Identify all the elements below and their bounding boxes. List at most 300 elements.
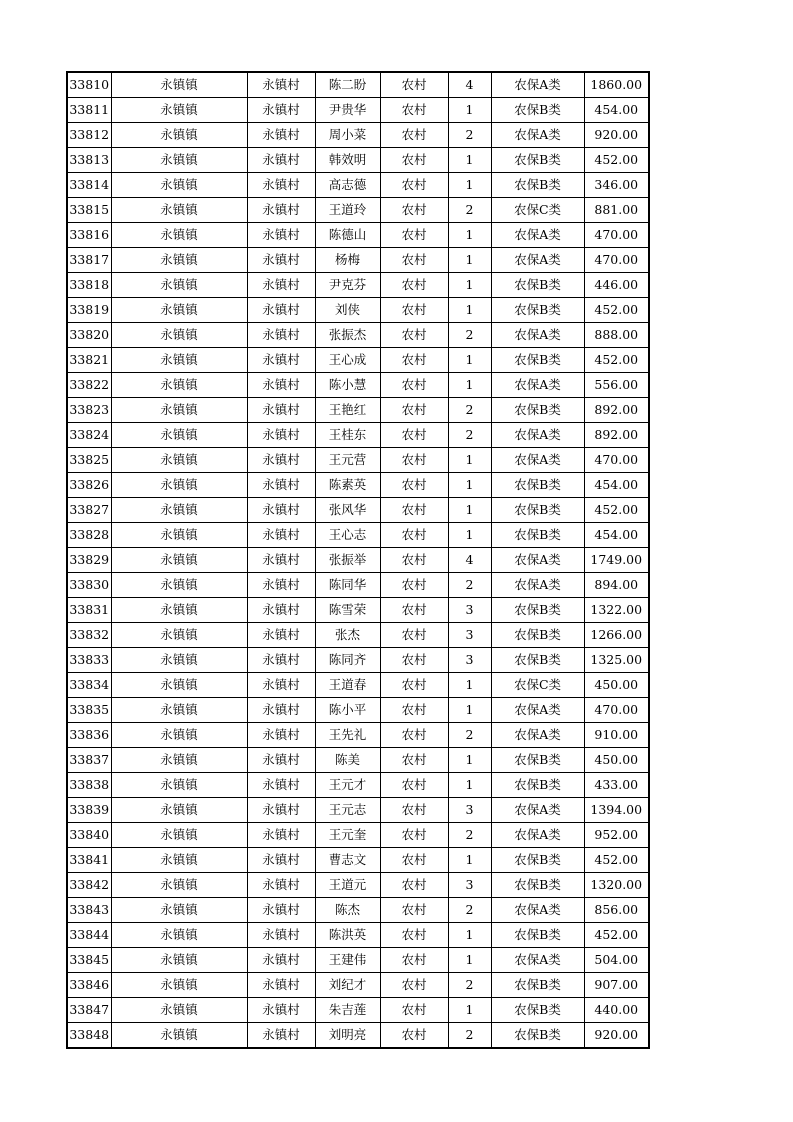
household-type-cell: 农村 <box>380 498 448 523</box>
household-type-cell: 农村 <box>380 873 448 898</box>
household-type-cell: 农村 <box>380 698 448 723</box>
insurance-category-cell: 农保B类 <box>491 523 584 548</box>
table-row <box>67 648 649 673</box>
member-count-cell: 2 <box>448 198 491 223</box>
amount-cell: 1266.00 <box>584 623 649 648</box>
insurance-category-cell: 农保A类 <box>491 323 584 348</box>
village-cell: 永镇村 <box>247 998 315 1023</box>
person-name-cell: 刘侠 <box>315 298 380 323</box>
village-cell: 永镇村 <box>247 373 315 398</box>
insurance-category-cell: 农保B类 <box>491 848 584 873</box>
insurance-category-cell: 农保B类 <box>491 473 584 498</box>
town-cell: 永镇镇 <box>111 773 247 798</box>
village-cell: 永镇村 <box>247 548 315 573</box>
town-cell: 永镇镇 <box>111 223 247 248</box>
household-type-cell: 农村 <box>380 798 448 823</box>
table-row <box>67 973 649 998</box>
amount-cell: 470.00 <box>584 223 649 248</box>
member-count-cell: 2 <box>448 423 491 448</box>
person-name-cell: 王建伟 <box>315 948 380 973</box>
record-id-cell: 33847 <box>67 998 111 1023</box>
town-cell: 永镇镇 <box>111 248 247 273</box>
table-row <box>67 598 649 623</box>
person-name-cell: 王艳红 <box>315 398 380 423</box>
town-cell: 永镇镇 <box>111 798 247 823</box>
member-count-cell: 2 <box>448 398 491 423</box>
record-id-cell: 33830 <box>67 573 111 598</box>
village-cell: 永镇村 <box>247 273 315 298</box>
town-cell: 永镇镇 <box>111 548 247 573</box>
household-type-cell: 农村 <box>380 173 448 198</box>
village-cell: 永镇村 <box>247 473 315 498</box>
town-cell: 永镇镇 <box>111 973 247 998</box>
town-cell: 永镇镇 <box>111 148 247 173</box>
record-id-cell: 33821 <box>67 348 111 373</box>
amount-cell: 1320.00 <box>584 873 649 898</box>
amount-cell: 856.00 <box>584 898 649 923</box>
amount-cell: 952.00 <box>584 823 649 848</box>
household-type-cell: 农村 <box>380 1023 448 1049</box>
table-row <box>67 473 649 498</box>
village-cell: 永镇村 <box>247 923 315 948</box>
table-row <box>67 223 649 248</box>
member-count-cell: 4 <box>448 548 491 573</box>
member-count-cell: 1 <box>448 948 491 973</box>
member-count-cell: 1 <box>448 448 491 473</box>
household-type-cell: 农村 <box>380 998 448 1023</box>
table-row <box>67 623 649 648</box>
household-type-cell: 农村 <box>380 473 448 498</box>
village-cell: 永镇村 <box>247 898 315 923</box>
town-cell: 永镇镇 <box>111 348 247 373</box>
household-type-cell: 农村 <box>380 973 448 998</box>
member-count-cell: 1 <box>448 748 491 773</box>
household-type-cell: 农村 <box>380 98 448 123</box>
amount-cell: 1325.00 <box>584 648 649 673</box>
town-cell: 永镇镇 <box>111 173 247 198</box>
town-cell: 永镇镇 <box>111 673 247 698</box>
insurance-category-cell: 农保B类 <box>491 1023 584 1049</box>
member-count-cell: 4 <box>448 72 491 98</box>
amount-cell: 346.00 <box>584 173 649 198</box>
person-name-cell: 王元奎 <box>315 823 380 848</box>
record-id-cell: 33822 <box>67 373 111 398</box>
town-cell: 永镇镇 <box>111 298 247 323</box>
household-type-cell: 农村 <box>380 298 448 323</box>
amount-cell: 452.00 <box>584 498 649 523</box>
amount-cell: 888.00 <box>584 323 649 348</box>
member-count-cell: 1 <box>448 923 491 948</box>
village-cell: 永镇村 <box>247 148 315 173</box>
table-row <box>67 873 649 898</box>
record-id-cell: 33832 <box>67 623 111 648</box>
insurance-category-cell: 农保A类 <box>491 248 584 273</box>
table-row <box>67 373 649 398</box>
record-id-cell: 33813 <box>67 148 111 173</box>
amount-cell: 1394.00 <box>584 798 649 823</box>
household-type-cell: 农村 <box>380 948 448 973</box>
person-name-cell: 王元志 <box>315 798 380 823</box>
village-cell: 永镇村 <box>247 873 315 898</box>
person-name-cell: 张振举 <box>315 548 380 573</box>
amount-cell: 1749.00 <box>584 548 649 573</box>
member-count-cell: 2 <box>448 973 491 998</box>
table-row <box>67 948 649 973</box>
village-cell: 永镇村 <box>247 948 315 973</box>
amount-cell: 452.00 <box>584 848 649 873</box>
amount-cell: 504.00 <box>584 948 649 973</box>
member-count-cell: 3 <box>448 873 491 898</box>
town-cell: 永镇镇 <box>111 498 247 523</box>
record-id-cell: 33816 <box>67 223 111 248</box>
person-name-cell: 王元才 <box>315 773 380 798</box>
insurance-category-cell: 农保B类 <box>491 748 584 773</box>
amount-cell: 892.00 <box>584 423 649 448</box>
table-row <box>67 173 649 198</box>
table-row <box>67 273 649 298</box>
household-type-cell: 农村 <box>380 323 448 348</box>
record-id-cell: 33837 <box>67 748 111 773</box>
insurance-category-cell: 农保B类 <box>491 873 584 898</box>
village-cell: 永镇村 <box>247 698 315 723</box>
record-id-cell: 33814 <box>67 173 111 198</box>
amount-cell: 452.00 <box>584 298 649 323</box>
insurance-category-cell: 农保B类 <box>491 923 584 948</box>
member-count-cell: 1 <box>448 223 491 248</box>
amount-cell: 1860.00 <box>584 72 649 98</box>
amount-cell: 450.00 <box>584 748 649 773</box>
town-cell: 永镇镇 <box>111 623 247 648</box>
village-cell: 永镇村 <box>247 423 315 448</box>
member-count-cell: 1 <box>448 848 491 873</box>
person-name-cell: 张杰 <box>315 623 380 648</box>
town-cell: 永镇镇 <box>111 323 247 348</box>
insurance-category-cell: 农保A类 <box>491 123 584 148</box>
record-id-cell: 33838 <box>67 773 111 798</box>
table-row <box>67 398 649 423</box>
record-id-cell: 33812 <box>67 123 111 148</box>
person-name-cell: 尹克芬 <box>315 273 380 298</box>
member-count-cell: 2 <box>448 323 491 348</box>
table-row <box>67 698 649 723</box>
person-name-cell: 周小菜 <box>315 123 380 148</box>
household-type-cell: 农村 <box>380 573 448 598</box>
table-row <box>67 1023 649 1049</box>
amount-cell: 440.00 <box>584 998 649 1023</box>
person-name-cell: 张振杰 <box>315 323 380 348</box>
household-type-cell: 农村 <box>380 123 448 148</box>
insurance-category-cell: 农保B类 <box>491 498 584 523</box>
member-count-cell: 1 <box>448 148 491 173</box>
household-type-cell: 农村 <box>380 748 448 773</box>
table-row <box>67 123 649 148</box>
table-row <box>67 98 649 123</box>
village-cell: 永镇村 <box>247 723 315 748</box>
amount-cell: 910.00 <box>584 723 649 748</box>
household-type-cell: 农村 <box>380 523 448 548</box>
household-type-cell: 农村 <box>380 598 448 623</box>
amount-cell: 433.00 <box>584 773 649 798</box>
village-cell: 永镇村 <box>247 298 315 323</box>
insurance-category-cell: 农保A类 <box>491 573 584 598</box>
village-cell: 永镇村 <box>247 223 315 248</box>
table-row <box>67 823 649 848</box>
village-cell: 永镇村 <box>247 198 315 223</box>
record-id-cell: 33839 <box>67 798 111 823</box>
amount-cell: 907.00 <box>584 973 649 998</box>
record-id-cell: 33817 <box>67 248 111 273</box>
town-cell: 永镇镇 <box>111 873 247 898</box>
person-name-cell: 杨梅 <box>315 248 380 273</box>
record-id-cell: 33825 <box>67 448 111 473</box>
amount-cell: 450.00 <box>584 673 649 698</box>
member-count-cell: 2 <box>448 723 491 748</box>
household-type-cell: 农村 <box>380 248 448 273</box>
person-name-cell: 陈小平 <box>315 698 380 723</box>
insurance-category-cell: 农保A类 <box>491 423 584 448</box>
village-cell: 永镇村 <box>247 748 315 773</box>
person-name-cell: 陈同华 <box>315 573 380 598</box>
member-count-cell: 3 <box>448 648 491 673</box>
insurance-category-cell: 农保B类 <box>491 623 584 648</box>
village-cell: 永镇村 <box>247 623 315 648</box>
household-type-cell: 农村 <box>380 848 448 873</box>
record-id-cell: 33815 <box>67 198 111 223</box>
village-cell: 永镇村 <box>247 848 315 873</box>
household-type-cell: 农村 <box>380 648 448 673</box>
amount-cell: 452.00 <box>584 148 649 173</box>
member-count-cell: 1 <box>448 473 491 498</box>
town-cell: 永镇镇 <box>111 72 247 98</box>
household-type-cell: 农村 <box>380 198 448 223</box>
record-id-cell: 33843 <box>67 898 111 923</box>
town-cell: 永镇镇 <box>111 848 247 873</box>
person-name-cell: 陈小慧 <box>315 373 380 398</box>
person-name-cell: 尹贵华 <box>315 98 380 123</box>
table-row <box>67 348 649 373</box>
table-row <box>67 998 649 1023</box>
record-id-cell: 33810 <box>67 72 111 98</box>
town-cell: 永镇镇 <box>111 398 247 423</box>
member-count-cell: 3 <box>448 598 491 623</box>
person-name-cell: 王道玲 <box>315 198 380 223</box>
town-cell: 永镇镇 <box>111 273 247 298</box>
town-cell: 永镇镇 <box>111 923 247 948</box>
town-cell: 永镇镇 <box>111 573 247 598</box>
table-row <box>67 773 649 798</box>
amount-cell: 470.00 <box>584 698 649 723</box>
person-name-cell: 刘纪才 <box>315 973 380 998</box>
table-row <box>67 898 649 923</box>
member-count-cell: 3 <box>448 623 491 648</box>
insurance-category-cell: 农保A类 <box>491 798 584 823</box>
village-cell: 永镇村 <box>247 98 315 123</box>
village-cell: 永镇村 <box>247 523 315 548</box>
member-count-cell: 3 <box>448 798 491 823</box>
member-count-cell: 1 <box>448 273 491 298</box>
person-name-cell: 陈德山 <box>315 223 380 248</box>
town-cell: 永镇镇 <box>111 423 247 448</box>
member-count-cell: 1 <box>448 698 491 723</box>
record-id-cell: 33824 <box>67 423 111 448</box>
village-cell: 永镇村 <box>247 573 315 598</box>
household-type-cell: 农村 <box>380 673 448 698</box>
household-type-cell: 农村 <box>380 273 448 298</box>
table-row <box>67 198 649 223</box>
record-id-cell: 33818 <box>67 273 111 298</box>
household-type-cell: 农村 <box>380 423 448 448</box>
member-count-cell: 2 <box>448 1023 491 1049</box>
insurance-category-cell: 农保A类 <box>491 898 584 923</box>
record-id-cell: 33841 <box>67 848 111 873</box>
town-cell: 永镇镇 <box>111 598 247 623</box>
person-name-cell: 王心志 <box>315 523 380 548</box>
person-name-cell: 陈美 <box>315 748 380 773</box>
record-id-cell: 33846 <box>67 973 111 998</box>
table-row <box>67 448 649 473</box>
record-id-cell: 33819 <box>67 298 111 323</box>
amount-cell: 452.00 <box>584 923 649 948</box>
member-count-cell: 2 <box>448 123 491 148</box>
town-cell: 永镇镇 <box>111 723 247 748</box>
household-type-cell: 农村 <box>380 448 448 473</box>
household-type-cell: 农村 <box>380 773 448 798</box>
insurance-category-cell: 农保B类 <box>491 773 584 798</box>
person-name-cell: 王桂东 <box>315 423 380 448</box>
record-id-cell: 33834 <box>67 673 111 698</box>
table-row <box>67 748 649 773</box>
amount-cell: 452.00 <box>584 348 649 373</box>
insurance-category-cell: 农保C类 <box>491 198 584 223</box>
insurance-category-cell: 农保B类 <box>491 273 584 298</box>
amount-cell: 454.00 <box>584 473 649 498</box>
record-id-cell: 33836 <box>67 723 111 748</box>
table-row <box>67 723 649 748</box>
table-row <box>67 573 649 598</box>
record-id-cell: 33840 <box>67 823 111 848</box>
amount-cell: 881.00 <box>584 198 649 223</box>
household-type-cell: 农村 <box>380 223 448 248</box>
member-count-cell: 1 <box>448 498 491 523</box>
table-row <box>67 498 649 523</box>
village-cell: 永镇村 <box>247 1023 315 1049</box>
member-count-cell: 1 <box>448 173 491 198</box>
amount-cell: 892.00 <box>584 398 649 423</box>
insurance-category-cell: 农保A类 <box>491 448 584 473</box>
insurance-category-cell: 农保A类 <box>491 723 584 748</box>
amount-cell: 556.00 <box>584 373 649 398</box>
household-type-cell: 农村 <box>380 623 448 648</box>
town-cell: 永镇镇 <box>111 823 247 848</box>
town-cell: 永镇镇 <box>111 473 247 498</box>
member-count-cell: 1 <box>448 523 491 548</box>
table-row <box>67 673 649 698</box>
household-type-cell: 农村 <box>380 373 448 398</box>
village-cell: 永镇村 <box>247 973 315 998</box>
record-id-cell: 33842 <box>67 873 111 898</box>
person-name-cell: 王道春 <box>315 673 380 698</box>
village-cell: 永镇村 <box>247 72 315 98</box>
member-count-cell: 1 <box>448 773 491 798</box>
member-count-cell: 1 <box>448 373 491 398</box>
table-row <box>67 148 649 173</box>
household-type-cell: 农村 <box>380 823 448 848</box>
village-cell: 永镇村 <box>247 773 315 798</box>
person-name-cell: 高志德 <box>315 173 380 198</box>
table-row <box>67 72 649 98</box>
member-count-cell: 2 <box>448 823 491 848</box>
amount-cell: 470.00 <box>584 248 649 273</box>
amount-cell: 1322.00 <box>584 598 649 623</box>
insurance-category-cell: 农保A类 <box>491 548 584 573</box>
table-row <box>67 298 649 323</box>
person-name-cell: 朱吉莲 <box>315 998 380 1023</box>
household-type-cell: 农村 <box>380 398 448 423</box>
household-type-cell: 农村 <box>380 923 448 948</box>
village-cell: 永镇村 <box>247 123 315 148</box>
member-count-cell: 1 <box>448 98 491 123</box>
insurance-category-cell: 农保B类 <box>491 998 584 1023</box>
insurance-category-cell: 农保B类 <box>491 298 584 323</box>
roster-body <box>67 72 649 1048</box>
insurance-category-cell: 农保B类 <box>491 98 584 123</box>
amount-cell: 446.00 <box>584 273 649 298</box>
town-cell: 永镇镇 <box>111 98 247 123</box>
insurance-category-cell: 农保A类 <box>491 948 584 973</box>
record-id-cell: 33835 <box>67 698 111 723</box>
record-id-cell: 33848 <box>67 1023 111 1049</box>
village-cell: 永镇村 <box>247 348 315 373</box>
amount-cell: 894.00 <box>584 573 649 598</box>
member-count-cell: 2 <box>448 898 491 923</box>
village-cell: 永镇村 <box>247 598 315 623</box>
insurance-category-cell: 农保B类 <box>491 348 584 373</box>
village-cell: 永镇村 <box>247 673 315 698</box>
village-cell: 永镇村 <box>247 498 315 523</box>
village-cell: 永镇村 <box>247 248 315 273</box>
amount-cell: 454.00 <box>584 523 649 548</box>
amount-cell: 470.00 <box>584 448 649 473</box>
village-cell: 永镇村 <box>247 398 315 423</box>
person-name-cell: 王元营 <box>315 448 380 473</box>
household-type-cell: 农村 <box>380 148 448 173</box>
member-count-cell: 2 <box>448 573 491 598</box>
person-name-cell: 陈素英 <box>315 473 380 498</box>
household-type-cell: 农村 <box>380 898 448 923</box>
household-type-cell: 农村 <box>380 548 448 573</box>
person-name-cell: 王心成 <box>315 348 380 373</box>
member-count-cell: 1 <box>448 673 491 698</box>
village-cell: 永镇村 <box>247 448 315 473</box>
table-row <box>67 923 649 948</box>
town-cell: 永镇镇 <box>111 748 247 773</box>
village-cell: 永镇村 <box>247 823 315 848</box>
town-cell: 永镇镇 <box>111 373 247 398</box>
household-type-cell: 农村 <box>380 72 448 98</box>
member-count-cell: 1 <box>448 248 491 273</box>
amount-cell: 920.00 <box>584 123 649 148</box>
table-row <box>67 798 649 823</box>
record-id-cell: 33811 <box>67 98 111 123</box>
record-id-cell: 33823 <box>67 398 111 423</box>
table-row <box>67 523 649 548</box>
person-name-cell: 陈同齐 <box>315 648 380 673</box>
insurance-category-cell: 农保A类 <box>491 698 584 723</box>
person-name-cell: 曹志文 <box>315 848 380 873</box>
record-id-cell: 33833 <box>67 648 111 673</box>
village-cell: 永镇村 <box>247 648 315 673</box>
insurance-category-cell: 农保A类 <box>491 823 584 848</box>
